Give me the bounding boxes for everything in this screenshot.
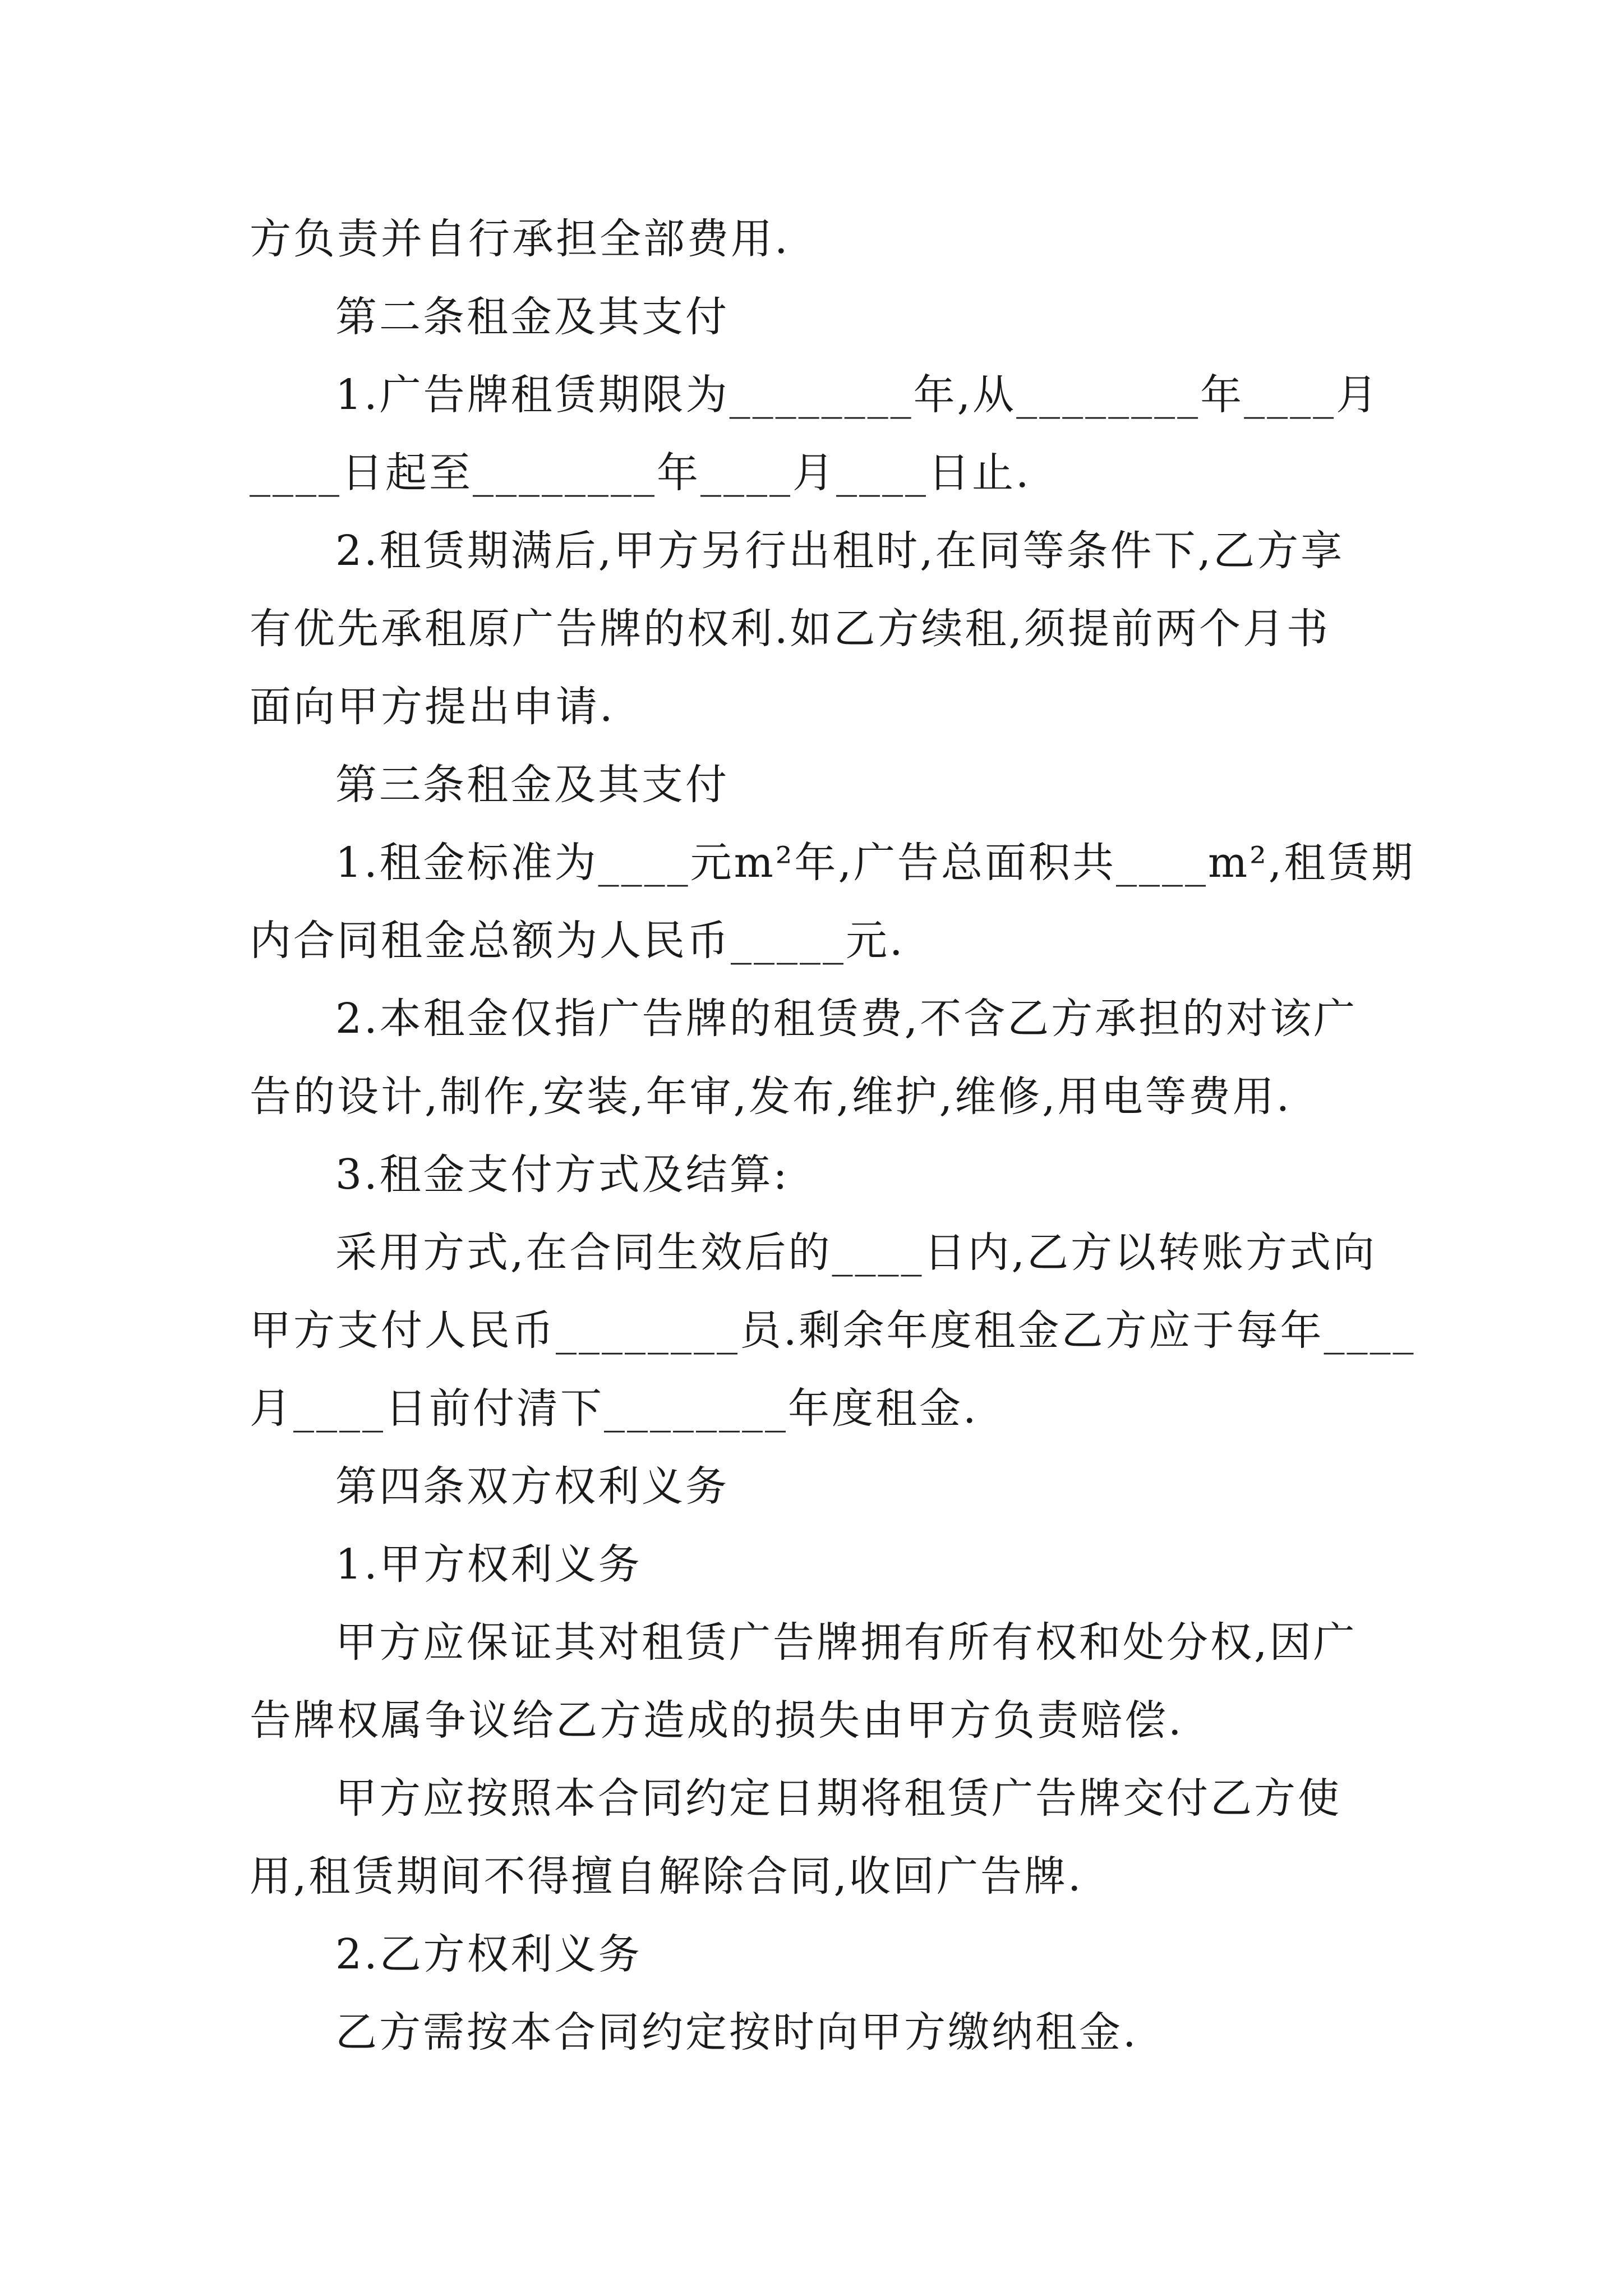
paragraph-line: 甲方应按照本合同约定日期将租赁广告牌交付乙方使 — [335, 1774, 1341, 1823]
paragraph-line: 用,租赁期间不得擅自解除合同,收回广告牌. — [250, 1852, 1083, 1901]
paragraph-line: 2.租赁期满后,甲方另行出租时,在同等条件下,乙方享 — [335, 527, 1345, 575]
paragraph-line: 方负责并自行承担全部费用. — [250, 215, 790, 263]
paragraph-line: 乙方需按本合同约定按时向甲方缴纳租金. — [335, 2008, 1138, 2056]
paragraph-line: 面向甲方提出申请. — [250, 683, 615, 731]
paragraph-line: 2.本租金仅指广告牌的租赁费,不含乙方承担的对该广 — [335, 995, 1358, 1043]
section-heading: 第三条租金及其支付 — [335, 761, 729, 809]
paragraph-line: 1.甲方权利义务 — [335, 1540, 642, 1589]
section-heading: 第四条双方权利义务 — [335, 1462, 729, 1511]
section-heading: 第二条租金及其支付 — [335, 293, 729, 341]
paragraph-line: 告牌权属争议给乙方造成的损失由甲方负责赔偿. — [250, 1696, 1184, 1745]
paragraph-line: 1.广告牌租赁期限为________年,从________年____月 — [335, 371, 1380, 419]
paragraph-line: 内合同租金总额为人民币_____元. — [250, 917, 905, 965]
paragraph-line: 有优先承租原广告牌的权利.如乙方续租,须提前两个月书 — [250, 605, 1331, 653]
paragraph-line: 2.乙方权利义务 — [335, 1930, 642, 1978]
paragraph-line: 采用方式,在合同生效后的____日内,乙方以转账方式向 — [335, 1228, 1377, 1277]
paragraph-line: 1.租金标准为____元m²年,广告总面积共____m²,租赁期 — [335, 839, 1415, 887]
paragraph-line: 甲方支付人民币________员.剩余年度租金乙方应于每年____ — [250, 1306, 1416, 1355]
paragraph-line: 告的设计,制作,安装,年审,发布,维护,维修,用电等费用. — [250, 1073, 1292, 1121]
paragraph-line: 甲方应保证其对租赁广告牌拥有所有权和处分权,因广 — [335, 1618, 1357, 1667]
paragraph-line: 3.租金支付方式及结算: — [335, 1151, 790, 1199]
paragraph-line: 月____日前付清下________年度租金. — [250, 1384, 979, 1433]
paragraph-line: ____日起至________年____月____日止. — [250, 449, 1031, 497]
